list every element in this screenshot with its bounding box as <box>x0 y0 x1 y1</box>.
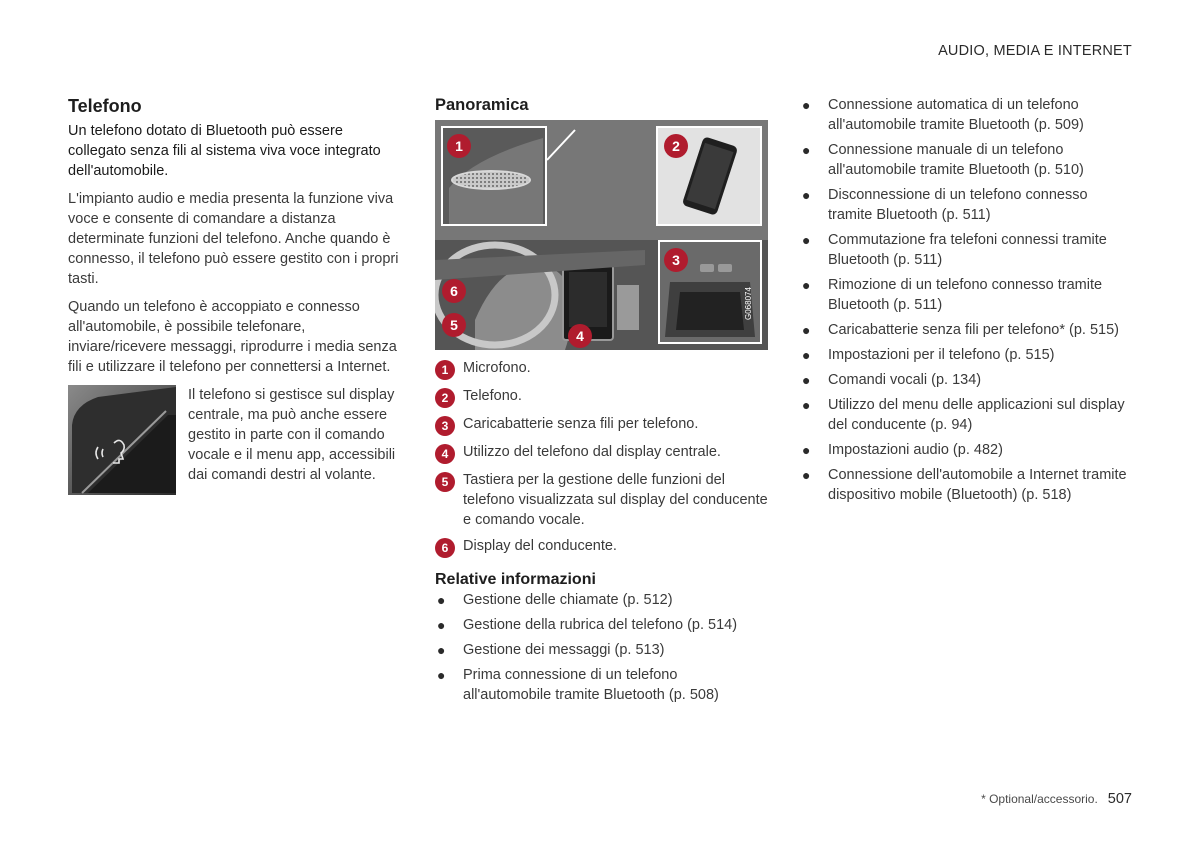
figure-caption: Il telefono si gestisce sul display centrale, ma può anche essere gestito in parte con il comando vocale e il menu app, accessibili dai comandi destri al volante. <box>188 387 396 483</box>
related-title: Relative informazioni <box>435 571 596 588</box>
steering-button-image <box>68 385 176 495</box>
voice-command-figure <box>68 385 400 495</box>
intro-paragraph: Un telefono dotato di Bluetooth può essere collegato senza fili al sistema viva voce integrato dell'automobile. <box>68 123 381 179</box>
related-link[interactable]: ● Rimozione di un telefono connesso tramite Bluetooth (p. 511) <box>802 277 1103 313</box>
footer <box>981 789 1132 809</box>
related-link[interactable]: ● Utilizzo del menu delle applicazioni sul display del conducente (p. 94) <box>802 397 1125 433</box>
related-link[interactable]: ● Impostazioni per il telefono (p. 515) <box>802 347 1055 363</box>
column-overview <box>435 95 768 710</box>
legend-item: 5 Tastiera per la gestione delle funzioni del telefono visualizzata sul display del conducente e comando vocale. <box>435 470 768 530</box>
related-link[interactable]: ● Gestione dei messaggi (p. 513) <box>437 642 665 658</box>
callout-4: 4 <box>568 324 592 348</box>
legend-list <box>435 358 768 558</box>
column-intro <box>68 95 400 495</box>
footnote: * Optional/accessorio. <box>981 792 1098 806</box>
related-link[interactable]: ● Connessione dell'automobile a Internet tramite dispositivo mobile (Bluetooth) (p. 518) <box>802 467 1127 503</box>
related-list-continued <box>800 95 1135 505</box>
callout-5: 5 <box>442 313 466 337</box>
legend-item: 6 Display del conducente. <box>435 536 768 558</box>
related-link[interactable]: ● Gestione della rubrica del telefono (p. 514) <box>437 617 738 633</box>
overview-title: Panoramica <box>435 96 529 114</box>
figure-code: G068074 <box>744 287 753 320</box>
related-list <box>435 590 768 705</box>
overview-figure <box>435 120 768 350</box>
voice-command-icon <box>68 385 176 495</box>
related-link[interactable]: ● Connessione automatica di un telefono all'automobile tramite Bluetooth (p. 509) <box>802 97 1084 133</box>
related-link[interactable]: ● Prima connessione di un telefono all'automobile tramite Bluetooth (p. 508) <box>437 667 719 703</box>
callout-1: 1 <box>447 134 471 158</box>
callout-2: 2 <box>664 134 688 158</box>
related-link[interactable]: ● Impostazioni audio (p. 482) <box>802 442 1003 458</box>
related-link[interactable]: ● Gestione delle chiamate (p. 512) <box>437 592 673 608</box>
related-link[interactable]: ● Caricabatterie senza fili per telefono* (p. 515) <box>802 322 1119 338</box>
column-related <box>800 95 1135 510</box>
section-header: AUDIO, MEDIA E INTERNET <box>938 43 1132 59</box>
related-link[interactable]: ● Commutazione fra telefoni connessi tramite Bluetooth (p. 511) <box>802 232 1107 268</box>
body-paragraph-1: L'impianto audio e media presenta la funzione viva voce e consente di comandare a distanza determinate funzioni del telefono. Anche quando è connesso, il telefono può essere gestito con i propri tasti. <box>68 191 399 287</box>
body-paragraph-2: Quando un telefono è accoppiato e connesso all'automobile, è possibile telefonare, inviare/ricevere messaggi, riprodurre i media senza fili e utilizzare il telefono per connettersi a Internet. <box>68 299 397 375</box>
callout-3: 3 <box>664 248 688 272</box>
page-title: Telefono <box>68 96 142 116</box>
related-link[interactable]: ● Connessione manuale di un telefono all'automobile tramite Bluetooth (p. 510) <box>802 142 1084 178</box>
legend-item: 2 Telefono. <box>435 386 768 408</box>
page-number: 507 <box>1107 791 1132 807</box>
related-link[interactable]: ● Comandi vocali (p. 134) <box>802 372 982 388</box>
legend-item: 4 Utilizzo del telefono dal display centrale. <box>435 442 768 464</box>
legend-item: 1 Microfono. <box>435 358 768 380</box>
legend-item: 3 Caricabatterie senza fili per telefono. <box>435 414 768 436</box>
related-link[interactable]: ● Disconnessione di un telefono connesso tramite Bluetooth (p. 511) <box>802 187 1088 223</box>
callout-6: 6 <box>442 279 466 303</box>
callout-leaders <box>435 120 768 350</box>
